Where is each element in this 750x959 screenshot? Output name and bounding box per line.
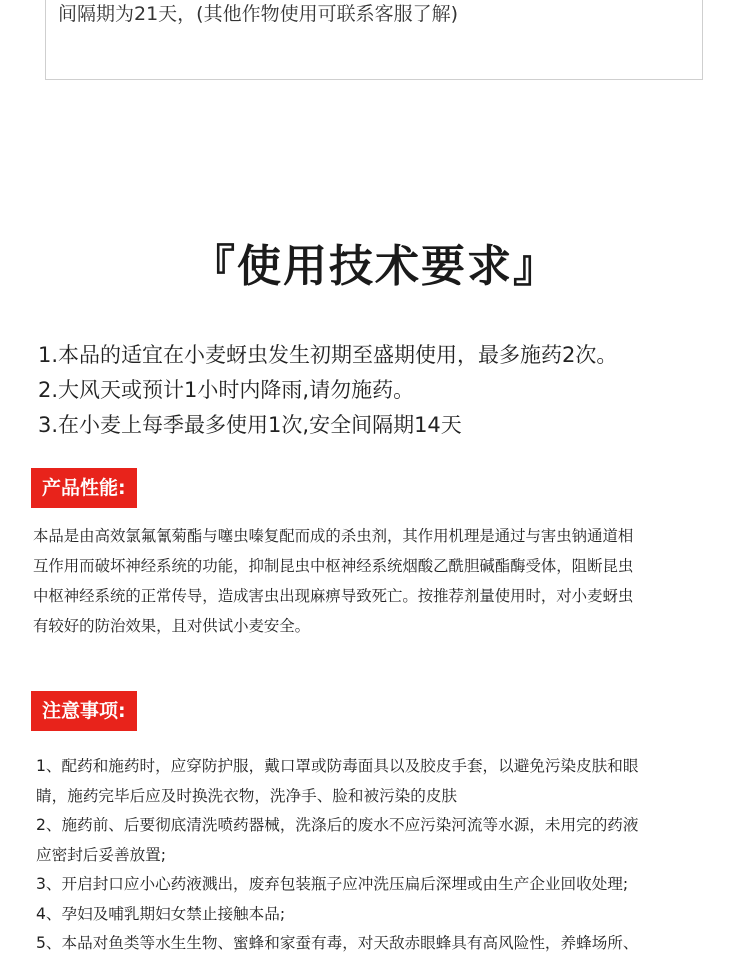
list-item: 2.大风天或预计1小时内降雨,请勿施药。	[38, 378, 415, 402]
paragraph-line: 中枢神经系统的正常传导，造成害虫出现麻痹导致死亡。按推荐剂量使用时，对小麦蚜虫	[33, 587, 634, 605]
list-item: 3.在小麦上每季最多使用1次,安全间隔期14天	[38, 413, 462, 437]
list-item: 1、配药和施药时，应穿防护服，戴口罩或防毒面具以及胶皮手套，以避免污染皮肤和眼	[36, 757, 639, 775]
top-info-box	[45, 0, 703, 80]
paragraph-line: 本品是由高效氯氟氰菊酯与噻虫嗪复配而成的杀虫剂，其作用机理是通过与害虫钠通道相	[33, 527, 634, 545]
safety-interval-text: 间隔期为21天，(其他作物使用可联系客服了解)	[58, 3, 459, 25]
list-item: 睛，施药完毕后应及时换洗衣物，洗净手、脸和被污染的皮肤	[36, 786, 458, 805]
performance-description	[33, 521, 723, 641]
precautions-list	[36, 752, 638, 959]
list-item: 2、施药前、后要彻底清洗喷药器械，洗涤后的废水不应污染河流等水源，未用完的药液	[36, 816, 639, 834]
list-item: 4、孕妇及哺乳期妇女禁止接触本品;	[36, 904, 286, 923]
performance-heading-badge: 产品性能:	[31, 468, 137, 508]
usage-requirements-list	[38, 338, 617, 443]
section-title: 『使用技术要求』	[191, 241, 559, 292]
paragraph-line: 互作用而破坏神经系统的功能，抑制昆虫中枢神经系统烟酸乙酰胆碱酯酶受体，阻断昆虫	[33, 557, 634, 575]
list-item: 5、本品对鱼类等水生生物、蜜蜂和家蚕有毒，对天敌赤眼蜂具有高风险性，养蜂场所、	[36, 934, 639, 952]
precautions-heading-badge: 注意事项:	[31, 691, 137, 731]
paragraph-line: 有较好的防治效果，且对供试小麦安全。	[33, 617, 311, 635]
list-item: 应密封后妥善放置;	[36, 845, 167, 864]
list-item: 3、开启封口应小心药液溅出，废弃包装瓶子应冲洗压扁后深埋或由生产企业回收处理;	[36, 875, 629, 893]
list-item: 1.本品的适宜在小麦蚜虫发生初期至盛期使用，最多施药2次。	[38, 343, 618, 367]
